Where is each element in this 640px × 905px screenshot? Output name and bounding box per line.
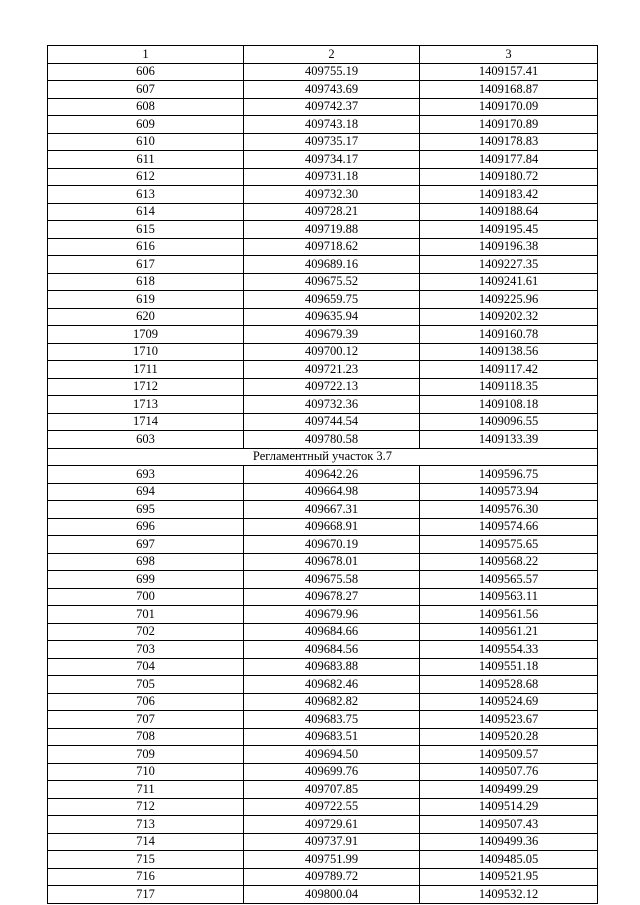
cell-x-coordinate: 409642.26 — [244, 466, 420, 484]
table-header-row — [48, 46, 598, 64]
table-row — [48, 81, 598, 99]
table-row — [48, 711, 598, 729]
cell-x-coordinate: 409731.18 — [244, 168, 420, 186]
cell-x-coordinate: 409684.66 — [244, 623, 420, 641]
cell-y-coordinate: 1409554.33 — [420, 641, 598, 659]
cell-point-number: 611 — [48, 151, 244, 169]
cell-y-coordinate: 1409180.72 — [420, 168, 598, 186]
cell-y-coordinate: 1409168.87 — [420, 81, 598, 99]
cell-x-coordinate: 409789.72 — [244, 868, 420, 886]
cell-y-coordinate: 1409521.95 — [420, 868, 598, 886]
table-row — [48, 326, 598, 344]
cell-point-number: 615 — [48, 221, 244, 239]
section-title: Регламентный участок 3.7 — [48, 448, 598, 466]
cell-point-number: 702 — [48, 623, 244, 641]
cell-x-coordinate: 409719.88 — [244, 221, 420, 239]
table-row — [48, 256, 598, 274]
cell-x-coordinate: 409742.37 — [244, 98, 420, 116]
cell-y-coordinate: 1409528.68 — [420, 676, 598, 694]
cell-y-coordinate: 1409574.66 — [420, 518, 598, 536]
cell-x-coordinate: 409800.04 — [244, 886, 420, 904]
cell-point-number: 711 — [48, 781, 244, 799]
cell-x-coordinate: 409732.36 — [244, 396, 420, 414]
table-row — [48, 816, 598, 834]
cell-point-number: 614 — [48, 203, 244, 221]
cell-y-coordinate: 1409596.75 — [420, 466, 598, 484]
column-header-x: 2 — [244, 46, 420, 64]
cell-point-number: 610 — [48, 133, 244, 151]
column-header-y: 3 — [420, 46, 598, 64]
cell-x-coordinate: 409743.18 — [244, 116, 420, 134]
cell-point-number: 1710 — [48, 343, 244, 361]
cell-x-coordinate: 409678.27 — [244, 588, 420, 606]
cell-x-coordinate: 409689.16 — [244, 256, 420, 274]
column-header-point-number: 1 — [48, 46, 244, 64]
cell-y-coordinate: 1409227.35 — [420, 256, 598, 274]
cell-y-coordinate: 1409565.57 — [420, 571, 598, 589]
table-row — [48, 151, 598, 169]
cell-point-number: 608 — [48, 98, 244, 116]
cell-point-number: 620 — [48, 308, 244, 326]
cell-y-coordinate: 1409177.84 — [420, 151, 598, 169]
table-row — [48, 606, 598, 624]
table-row — [48, 63, 598, 81]
cell-x-coordinate: 409700.12 — [244, 343, 420, 361]
table-row — [48, 291, 598, 309]
table-row — [48, 273, 598, 291]
cell-y-coordinate: 1409170.89 — [420, 116, 598, 134]
cell-y-coordinate: 1409117.42 — [420, 361, 598, 379]
cell-y-coordinate: 1409499.36 — [420, 833, 598, 851]
cell-y-coordinate: 1409096.55 — [420, 413, 598, 431]
cell-x-coordinate: 409675.58 — [244, 571, 420, 589]
table-row — [48, 693, 598, 711]
table-row — [48, 571, 598, 589]
cell-point-number: 717 — [48, 886, 244, 904]
cell-point-number: 617 — [48, 256, 244, 274]
cell-y-coordinate: 1409499.29 — [420, 781, 598, 799]
cell-y-coordinate: 1409157.41 — [420, 63, 598, 81]
cell-point-number: 607 — [48, 81, 244, 99]
cell-y-coordinate: 1409138.56 — [420, 343, 598, 361]
cell-x-coordinate: 409721.23 — [244, 361, 420, 379]
table-row — [48, 98, 598, 116]
cell-y-coordinate: 1409507.76 — [420, 763, 598, 781]
cell-point-number: 707 — [48, 711, 244, 729]
cell-x-coordinate: 409751.99 — [244, 851, 420, 869]
cell-point-number: 714 — [48, 833, 244, 851]
cell-point-number: 712 — [48, 798, 244, 816]
section-title-row — [48, 448, 598, 466]
table-row — [48, 413, 598, 431]
cell-x-coordinate: 409728.21 — [244, 203, 420, 221]
cell-x-coordinate: 409683.88 — [244, 658, 420, 676]
cell-y-coordinate: 1409561.21 — [420, 623, 598, 641]
table-row — [48, 658, 598, 676]
cell-x-coordinate: 409670.19 — [244, 536, 420, 554]
table-row — [48, 623, 598, 641]
cell-x-coordinate: 409679.39 — [244, 326, 420, 344]
cell-point-number: 709 — [48, 746, 244, 764]
cell-point-number: 716 — [48, 868, 244, 886]
cell-y-coordinate: 1409575.65 — [420, 536, 598, 554]
table-row — [48, 168, 598, 186]
cell-y-coordinate: 1409183.42 — [420, 186, 598, 204]
cell-point-number: 715 — [48, 851, 244, 869]
cell-point-number: 693 — [48, 466, 244, 484]
cell-y-coordinate: 1409241.61 — [420, 273, 598, 291]
table-row — [48, 833, 598, 851]
cell-point-number: 606 — [48, 63, 244, 81]
cell-point-number: 1709 — [48, 326, 244, 344]
table-row — [48, 483, 598, 501]
cell-y-coordinate: 1409160.78 — [420, 326, 598, 344]
table-row — [48, 501, 598, 519]
cell-x-coordinate: 409734.17 — [244, 151, 420, 169]
cell-y-coordinate: 1409568.22 — [420, 553, 598, 571]
table-row — [48, 431, 598, 449]
table-row — [48, 746, 598, 764]
cell-y-coordinate: 1409563.11 — [420, 588, 598, 606]
table-row — [48, 343, 598, 361]
table-row — [48, 763, 598, 781]
cell-y-coordinate: 1409133.39 — [420, 431, 598, 449]
table-row — [48, 133, 598, 151]
table-row — [48, 553, 598, 571]
cell-y-coordinate: 1409507.43 — [420, 816, 598, 834]
table-row — [48, 361, 598, 379]
table-row — [48, 221, 598, 239]
cell-point-number: 1712 — [48, 378, 244, 396]
table-row — [48, 396, 598, 414]
cell-x-coordinate: 409737.91 — [244, 833, 420, 851]
cell-x-coordinate: 409732.30 — [244, 186, 420, 204]
cell-y-coordinate: 1409108.18 — [420, 396, 598, 414]
cell-x-coordinate: 409735.17 — [244, 133, 420, 151]
cell-point-number: 609 — [48, 116, 244, 134]
table-row — [48, 588, 598, 606]
cell-x-coordinate: 409664.98 — [244, 483, 420, 501]
table-row — [48, 851, 598, 869]
cell-point-number: 619 — [48, 291, 244, 309]
cell-y-coordinate: 1409523.67 — [420, 711, 598, 729]
cell-x-coordinate: 409744.54 — [244, 413, 420, 431]
cell-point-number: 697 — [48, 536, 244, 554]
cell-point-number: 708 — [48, 728, 244, 746]
coordinates-table — [47, 45, 598, 904]
cell-x-coordinate: 409683.51 — [244, 728, 420, 746]
cell-point-number: 613 — [48, 186, 244, 204]
cell-x-coordinate: 409683.75 — [244, 711, 420, 729]
cell-point-number: 700 — [48, 588, 244, 606]
table-row — [48, 116, 598, 134]
cell-point-number: 704 — [48, 658, 244, 676]
cell-x-coordinate: 409678.01 — [244, 553, 420, 571]
table-row — [48, 868, 598, 886]
cell-point-number: 612 — [48, 168, 244, 186]
cell-y-coordinate: 1409118.35 — [420, 378, 598, 396]
coordinates-table-body — [48, 46, 598, 904]
cell-y-coordinate: 1409225.96 — [420, 291, 598, 309]
cell-point-number: 694 — [48, 483, 244, 501]
table-row — [48, 238, 598, 256]
cell-point-number: 698 — [48, 553, 244, 571]
cell-point-number: 706 — [48, 693, 244, 711]
table-row — [48, 676, 598, 694]
table-row — [48, 378, 598, 396]
cell-y-coordinate: 1409196.38 — [420, 238, 598, 256]
cell-y-coordinate: 1409509.57 — [420, 746, 598, 764]
cell-point-number: 695 — [48, 501, 244, 519]
cell-y-coordinate: 1409573.94 — [420, 483, 598, 501]
table-row — [48, 728, 598, 746]
cell-x-coordinate: 409667.31 — [244, 501, 420, 519]
cell-point-number: 701 — [48, 606, 244, 624]
cell-y-coordinate: 1409195.45 — [420, 221, 598, 239]
cell-x-coordinate: 409675.52 — [244, 273, 420, 291]
cell-x-coordinate: 409743.69 — [244, 81, 420, 99]
cell-x-coordinate: 409682.46 — [244, 676, 420, 694]
cell-x-coordinate: 409679.96 — [244, 606, 420, 624]
table-row — [48, 518, 598, 536]
cell-y-coordinate: 1409485.05 — [420, 851, 598, 869]
cell-point-number: 710 — [48, 763, 244, 781]
table-row — [48, 641, 598, 659]
cell-x-coordinate: 409780.58 — [244, 431, 420, 449]
table-row — [48, 781, 598, 799]
cell-y-coordinate: 1409178.83 — [420, 133, 598, 151]
cell-y-coordinate: 1409202.32 — [420, 308, 598, 326]
cell-x-coordinate: 409635.94 — [244, 308, 420, 326]
cell-point-number: 699 — [48, 571, 244, 589]
cell-point-number: 1714 — [48, 413, 244, 431]
cell-point-number: 713 — [48, 816, 244, 834]
cell-point-number: 603 — [48, 431, 244, 449]
cell-point-number: 1713 — [48, 396, 244, 414]
cell-x-coordinate: 409707.85 — [244, 781, 420, 799]
cell-y-coordinate: 1409576.30 — [420, 501, 598, 519]
cell-y-coordinate: 1409524.69 — [420, 693, 598, 711]
table-row — [48, 886, 598, 904]
table-row — [48, 798, 598, 816]
cell-x-coordinate: 409684.56 — [244, 641, 420, 659]
cell-x-coordinate: 409694.50 — [244, 746, 420, 764]
table-row — [48, 536, 598, 554]
cell-point-number: 703 — [48, 641, 244, 659]
cell-x-coordinate: 409718.62 — [244, 238, 420, 256]
cell-x-coordinate: 409729.61 — [244, 816, 420, 834]
cell-x-coordinate: 409722.55 — [244, 798, 420, 816]
cell-point-number: 616 — [48, 238, 244, 256]
cell-x-coordinate: 409699.76 — [244, 763, 420, 781]
cell-x-coordinate: 409722.13 — [244, 378, 420, 396]
cell-y-coordinate: 1409561.56 — [420, 606, 598, 624]
table-row — [48, 308, 598, 326]
cell-point-number: 705 — [48, 676, 244, 694]
cell-point-number: 696 — [48, 518, 244, 536]
cell-x-coordinate: 409682.82 — [244, 693, 420, 711]
cell-y-coordinate: 1409188.64 — [420, 203, 598, 221]
cell-x-coordinate: 409668.91 — [244, 518, 420, 536]
cell-y-coordinate: 1409532.12 — [420, 886, 598, 904]
cell-y-coordinate: 1409551.18 — [420, 658, 598, 676]
cell-y-coordinate: 1409514.29 — [420, 798, 598, 816]
cell-y-coordinate: 1409520.28 — [420, 728, 598, 746]
table-row — [48, 186, 598, 204]
cell-x-coordinate: 409755.19 — [244, 63, 420, 81]
cell-x-coordinate: 409659.75 — [244, 291, 420, 309]
table-row — [48, 203, 598, 221]
cell-point-number: 618 — [48, 273, 244, 291]
cell-point-number: 1711 — [48, 361, 244, 379]
cell-y-coordinate: 1409170.09 — [420, 98, 598, 116]
table-row — [48, 466, 598, 484]
